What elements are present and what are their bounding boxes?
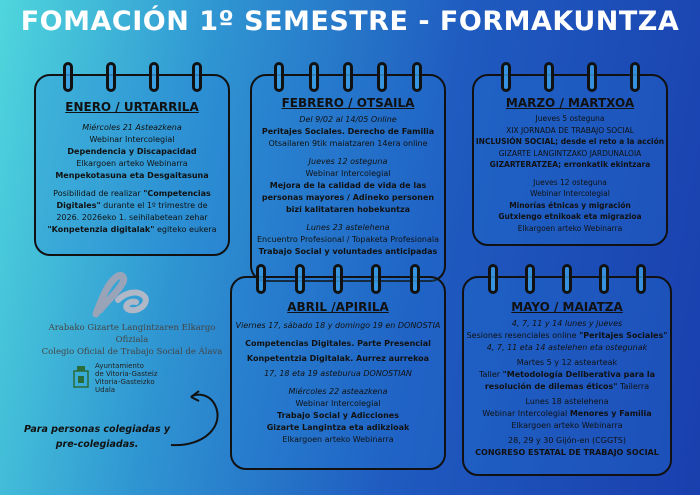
event-title-eu: Gizarte Langintza eta adikzioak bbox=[266, 423, 410, 432]
event-type: XIX JORNADA DE TRABAJO SOCIAL bbox=[506, 125, 634, 135]
month-heading: FEBRERO / OTSAILA bbox=[281, 96, 415, 110]
event-title: INCLUSIÓN SOCIAL; desde el reto a la acción bbox=[475, 137, 665, 146]
event-type-eu: Elkargoen arteko Webinarra bbox=[511, 421, 623, 430]
event-date: Del 9/02 al 14/05 Online bbox=[299, 115, 397, 124]
card-abril bbox=[230, 276, 446, 470]
college-name: Arabako Gizarte Langintzaren Elkargo Ofiziala Colegio Oficial de Trabajo Social de Álava bbox=[41, 323, 223, 357]
event-type: Webinar Intercolegial bbox=[530, 189, 610, 198]
city-council-logo: Ayuntamiento de Vitoria-Gasteiz Vitoria-Gasteizko Udala bbox=[72, 362, 158, 394]
month-heading: MAYO / MAIATZA bbox=[511, 300, 623, 314]
event-type: Encuentro Profesional / Topaketa Profesionala bbox=[256, 235, 440, 244]
event-type-eu: Elkargoen arteko Webinarra bbox=[282, 435, 394, 444]
curved-arrow-icon bbox=[165, 385, 235, 455]
card-marzo bbox=[472, 74, 668, 246]
card-febrero bbox=[250, 74, 446, 282]
event-date: Miércoles 21 Asteazkena bbox=[82, 123, 182, 132]
audience-note: Para personas colegiadas y pre-colegiadas. bbox=[24, 424, 171, 450]
event-title: Dependencia y Discapacidad bbox=[67, 147, 197, 156]
college-logo-icon bbox=[88, 270, 158, 324]
event-title: Taller "Metodología Deliberativa para la resolución de dilemas éticos" Tailerra bbox=[478, 370, 656, 391]
calendar-rings bbox=[474, 62, 666, 92]
event-date: Jueves 12 osteguna bbox=[533, 177, 607, 187]
event-date: Lunes 23 astelehena bbox=[306, 223, 390, 232]
event-date: Jueves 5 osteguna bbox=[535, 114, 605, 123]
event-date: 28, 29 y 30 Gijón-en (CGGTS) bbox=[508, 436, 626, 445]
month-heading: ENERO / URTARRILA bbox=[65, 100, 199, 114]
event-type: Webinar Intercolegial bbox=[89, 135, 175, 144]
event-title: Sesiones resenciales online "Peritajes Sociales" bbox=[466, 331, 668, 340]
event-date: Lunes 18 astelehena bbox=[525, 397, 609, 406]
event-date-eu: 17, 18 eta 19 asteburua DONOSTIAN bbox=[264, 369, 412, 378]
month-heading: MARZO / MARTXOA bbox=[505, 96, 635, 110]
event-type: Webinar Intercolegial bbox=[295, 399, 381, 408]
calendar-rings bbox=[464, 264, 670, 294]
event-title: Mejora de la calidad de vida de las personas mayores / Adineko personen bizi kalitataren hobekuntza bbox=[261, 181, 435, 214]
event-title-eu: Otsailaren 9tik maiatzaren 14era online bbox=[268, 139, 428, 148]
city-crest-icon bbox=[72, 365, 90, 391]
page-title: FOMACIÓN 1º SEMESTRE - FORMAKUNTZA bbox=[20, 6, 680, 37]
event-date: 4, 7, 11 y 14 lunes y jueves bbox=[511, 319, 623, 328]
event-date: Viernes 17, sábado 18 y domingo 19 en DONOSTIA bbox=[235, 321, 441, 330]
digital-competences-note: Posibilidad de realizar "Competencias Digitales" durante el 1º trimestre de 2026. 2026eko 1. seihilabetean zehar "Konpetenzia digitalak" egiteko eukera bbox=[47, 189, 217, 234]
event-title: Trabajo Social y voluntades anticipadas bbox=[258, 247, 438, 256]
calendar-rings bbox=[252, 62, 444, 92]
event-type-eu: Elkargoen arteko Webinarra bbox=[517, 223, 623, 233]
event-date: Martes 5 y 12 astearteak bbox=[516, 358, 618, 367]
event-type-eu: Elkargoen arteko Webinarra bbox=[76, 159, 188, 168]
event-title: Trabajo Social y Adicciones bbox=[276, 411, 399, 420]
event-title: Peritajes Sociales. Derecho de Familia bbox=[261, 127, 435, 136]
event-title-eu: Konpetentzia Digitalak. Aurrez aurrekoa bbox=[246, 354, 430, 363]
event-title-eu: Gutxiengo etnikoak eta migrazioa bbox=[498, 212, 642, 221]
event-date: Jueves 12 osteguna bbox=[308, 157, 388, 166]
event-type: Webinar Intercolegial bbox=[305, 169, 391, 178]
event-date: Miércoles 22 asteazkena bbox=[288, 387, 388, 396]
event-title: CONGRESO ESTATAL DE TRABAJO SOCIAL bbox=[475, 448, 659, 457]
event-title: Webinar Intercolegial Menores y Familia bbox=[482, 409, 652, 418]
event-title-eu: Menpekotasuna eta Desgaitasuna bbox=[55, 171, 209, 180]
event-title-eu: GIZARTERATZEA; erronkatik ekintzara bbox=[489, 160, 651, 169]
card-mayo bbox=[462, 276, 672, 476]
event-date-eu: 4, 7, 11 eta 14 astelehen eta ostegunak bbox=[486, 343, 648, 352]
event-type-eu: GIZARTE LANGINTZAKO JARDUNALOIA bbox=[498, 148, 642, 158]
calendar-rings bbox=[36, 62, 228, 92]
month-heading: ABRIL /APIRILA bbox=[287, 300, 389, 314]
event-title: Minorías étnicas y migración bbox=[509, 200, 631, 210]
calendar-rings bbox=[232, 264, 444, 294]
card-enero bbox=[34, 74, 230, 256]
event-title: Competencias Digitales. Parte Presencial bbox=[245, 339, 431, 348]
